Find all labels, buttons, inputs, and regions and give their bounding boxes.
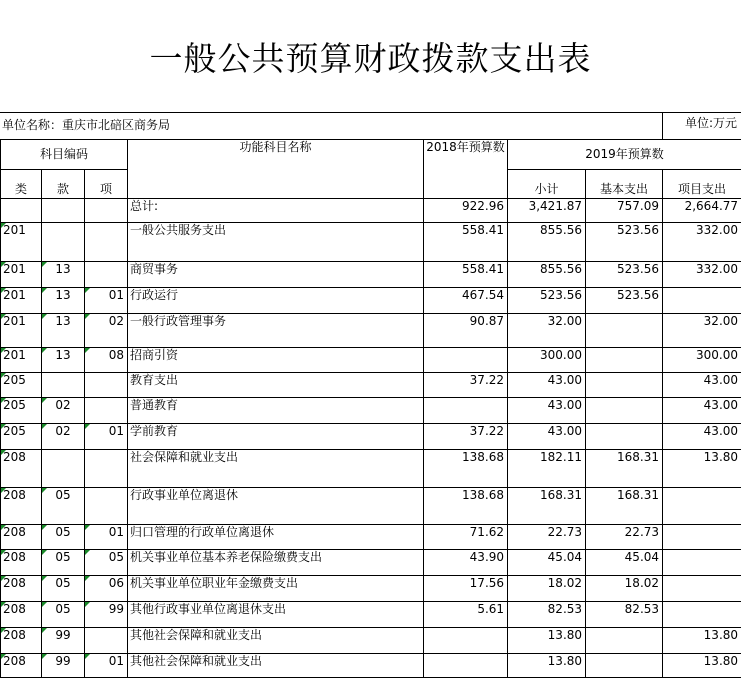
- code-kuan-cell[interactable]: [42, 199, 85, 223]
- basic-2019-cell[interactable]: 18.02: [586, 576, 663, 602]
- code-kuan-cell[interactable]: [42, 373, 85, 398]
- table-row: [1, 373, 741, 398]
- table-row: [1, 262, 741, 288]
- project-2019-cell[interactable]: 332.00: [663, 262, 741, 288]
- code-lei-cell[interactable]: 208: [1, 628, 42, 654]
- basic-2019-cell[interactable]: 168.31: [586, 488, 663, 525]
- code-kuan-cell[interactable]: 05: [42, 576, 85, 602]
- code-kuan-cell[interactable]: 05: [42, 488, 85, 525]
- subtotal-2019-cell[interactable]: 43.00: [508, 373, 586, 398]
- code-kuan-cell[interactable]: 13: [42, 262, 85, 288]
- table-row: [1, 525, 741, 550]
- project-2019-cell[interactable]: 43.00: [663, 424, 741, 450]
- table-row: [1, 199, 741, 223]
- code-xiang-cell[interactable]: [85, 628, 128, 654]
- project-2019-cell[interactable]: [663, 550, 741, 576]
- code-xiang-cell[interactable]: [85, 398, 128, 424]
- code-kuan-cell[interactable]: 99: [42, 654, 85, 678]
- page-title: 一般公共预算财政拨款支出表: [0, 0, 741, 112]
- item-name-cell[interactable]: 机关事业单位职业年金缴费支出: [128, 576, 424, 602]
- project-2019-cell[interactable]: 43.00: [663, 398, 741, 424]
- subtotal-2019-cell[interactable]: 3,421.87: [508, 199, 586, 223]
- basic-2019-cell[interactable]: 45.04: [586, 550, 663, 576]
- project-2019-cell[interactable]: [663, 576, 741, 602]
- code-xiang-cell[interactable]: 05: [85, 550, 128, 576]
- budget-2018-cell[interactable]: 138.68: [424, 488, 508, 525]
- table-row: [1, 348, 741, 373]
- item-name-cell[interactable]: 总计:: [128, 199, 424, 223]
- header-row-1: [1, 140, 741, 170]
- subtotal-2019-cell[interactable]: 22.73: [508, 525, 586, 550]
- unit-info-row: [0, 112, 741, 140]
- table-row: [1, 314, 741, 348]
- project-2019-cell[interactable]: [663, 525, 741, 550]
- header-2018: 2018年预算数: [424, 140, 508, 199]
- project-2019-cell[interactable]: [663, 288, 741, 314]
- code-xiang-cell[interactable]: [85, 199, 128, 223]
- code-lei-cell[interactable]: 208: [1, 654, 42, 678]
- code-lei-cell[interactable]: 208: [1, 488, 42, 525]
- item-name-cell[interactable]: 机关事业单位基本养老保险缴费支出: [128, 550, 424, 576]
- item-name-cell[interactable]: 一般行政管理事务: [128, 314, 424, 348]
- header-xiang: 项: [85, 170, 128, 199]
- code-xiang-cell[interactable]: [85, 262, 128, 288]
- code-lei-cell[interactable]: 201: [1, 262, 42, 288]
- subtotal-2019-cell[interactable]: 300.00: [508, 348, 586, 373]
- project-2019-cell[interactable]: 13.80: [663, 628, 741, 654]
- code-kuan-cell[interactable]: [42, 450, 85, 488]
- header-lei: 类: [1, 170, 42, 199]
- item-name-cell[interactable]: 行政运行: [128, 288, 424, 314]
- budget-2018-cell[interactable]: 558.41: [424, 223, 508, 262]
- code-lei-cell[interactable]: 208: [1, 550, 42, 576]
- basic-2019-cell[interactable]: [586, 373, 663, 398]
- header-basic: 基本支出: [586, 170, 663, 199]
- subtotal-2019-cell[interactable]: 45.04: [508, 550, 586, 576]
- item-name-cell[interactable]: 一般公共服务支出: [128, 223, 424, 262]
- table-row: [1, 550, 741, 576]
- currency-unit-label: 单位:万元: [662, 113, 741, 140]
- table-row: [1, 398, 741, 424]
- basic-2019-cell[interactable]: [586, 398, 663, 424]
- code-kuan-cell[interactable]: [42, 223, 85, 262]
- subtotal-2019-cell[interactable]: 523.56: [508, 288, 586, 314]
- basic-2019-cell[interactable]: [586, 348, 663, 373]
- table-row: [1, 450, 741, 488]
- header-2019: 2019年预算数: [508, 140, 741, 170]
- budget-2018-cell[interactable]: 138.68: [424, 450, 508, 488]
- subtotal-2019-cell[interactable]: 168.31: [508, 488, 586, 525]
- item-name-cell[interactable]: 其他社会保障和就业支出: [128, 628, 424, 654]
- code-xiang-cell[interactable]: [85, 488, 128, 525]
- project-2019-cell[interactable]: 332.00: [663, 223, 741, 262]
- budget-2018-cell[interactable]: 467.54: [424, 288, 508, 314]
- basic-2019-cell[interactable]: 757.09: [586, 199, 663, 223]
- budget-2018-cell[interactable]: [424, 398, 508, 424]
- code-lei-cell[interactable]: 205: [1, 373, 42, 398]
- code-xiang-cell[interactable]: 01: [85, 654, 128, 678]
- code-xiang-cell[interactable]: [85, 450, 128, 488]
- code-lei-cell[interactable]: 208: [1, 525, 42, 550]
- code-lei-cell[interactable]: 201: [1, 223, 42, 262]
- basic-2019-cell[interactable]: 523.56: [586, 223, 663, 262]
- code-lei-cell[interactable]: 208: [1, 450, 42, 488]
- project-2019-cell[interactable]: [663, 602, 741, 628]
- table-row: [1, 576, 741, 602]
- basic-2019-cell[interactable]: 523.56: [586, 288, 663, 314]
- expenditure-table: [0, 139, 741, 678]
- code-kuan-cell[interactable]: 99: [42, 628, 85, 654]
- code-xiang-cell[interactable]: [85, 223, 128, 262]
- code-xiang-cell[interactable]: [85, 373, 128, 398]
- subtotal-2019-cell[interactable]: 18.02: [508, 576, 586, 602]
- item-name-cell[interactable]: 社会保障和就业支出: [128, 450, 424, 488]
- subtotal-2019-cell[interactable]: 32.00: [508, 314, 586, 348]
- code-lei-cell[interactable]: 208: [1, 602, 42, 628]
- code-xiang-cell[interactable]: 08: [85, 348, 128, 373]
- budget-2018-cell[interactable]: 90.87: [424, 314, 508, 348]
- item-name-cell[interactable]: 其他社会保障和就业支出: [128, 654, 424, 678]
- basic-2019-cell[interactable]: [586, 314, 663, 348]
- subtotal-2019-cell[interactable]: 13.80: [508, 628, 586, 654]
- code-kuan-cell[interactable]: 05: [42, 525, 85, 550]
- project-2019-cell[interactable]: 300.00: [663, 348, 741, 373]
- code-lei-cell[interactable]: 201: [1, 314, 42, 348]
- basic-2019-cell[interactable]: [586, 628, 663, 654]
- budget-2018-cell[interactable]: 5.61: [424, 602, 508, 628]
- subtotal-2019-cell[interactable]: 82.53: [508, 602, 586, 628]
- code-xiang-cell[interactable]: 01: [85, 525, 128, 550]
- budget-2018-cell[interactable]: [424, 348, 508, 373]
- basic-2019-cell[interactable]: 22.73: [586, 525, 663, 550]
- header-kuan: 款: [42, 170, 85, 199]
- table-row: [1, 288, 741, 314]
- code-lei-cell[interactable]: 205: [1, 398, 42, 424]
- code-xiang-cell[interactable]: 02: [85, 314, 128, 348]
- subtotal-2019-cell[interactable]: 855.56: [508, 223, 586, 262]
- basic-2019-cell[interactable]: 523.56: [586, 262, 663, 288]
- project-2019-cell[interactable]: 43.00: [663, 373, 741, 398]
- subtotal-2019-cell[interactable]: 13.80: [508, 654, 586, 678]
- code-lei-cell[interactable]: 201: [1, 288, 42, 314]
- item-name-cell[interactable]: 普通教育: [128, 398, 424, 424]
- item-name-cell[interactable]: 教育支出: [128, 373, 424, 398]
- table-row: [1, 602, 741, 628]
- subtotal-2019-cell[interactable]: 43.00: [508, 424, 586, 450]
- budget-2018-cell[interactable]: 71.62: [424, 525, 508, 550]
- budget-2018-cell[interactable]: 558.41: [424, 262, 508, 288]
- budget-2018-cell[interactable]: 17.56: [424, 576, 508, 602]
- basic-2019-cell[interactable]: [586, 424, 663, 450]
- table-row: [1, 488, 741, 525]
- code-xiang-cell[interactable]: 06: [85, 576, 128, 602]
- project-2019-cell[interactable]: 2,664.77: [663, 199, 741, 223]
- subtotal-2019-cell[interactable]: 855.56: [508, 262, 586, 288]
- item-name-cell[interactable]: 学前教育: [128, 424, 424, 450]
- project-2019-cell[interactable]: 32.00: [663, 314, 741, 348]
- code-lei-cell[interactable]: 208: [1, 576, 42, 602]
- project-2019-cell[interactable]: 13.80: [663, 450, 741, 488]
- item-name-cell[interactable]: 商贸事务: [128, 262, 424, 288]
- item-name-cell[interactable]: 归口管理的行政单位离退休: [128, 525, 424, 550]
- project-2019-cell[interactable]: 13.80: [663, 654, 741, 678]
- table-row: [1, 628, 741, 654]
- unit-name-label: 单位名称：重庆市北碚区商务局: [2, 116, 170, 133]
- budget-2018-cell[interactable]: 43.90: [424, 550, 508, 576]
- header-name: 功能科目名称: [128, 140, 424, 199]
- project-2019-cell[interactable]: [663, 488, 741, 525]
- code-xiang-cell[interactable]: 01: [85, 424, 128, 450]
- budget-2018-cell[interactable]: 37.22: [424, 424, 508, 450]
- item-name-cell[interactable]: 招商引资: [128, 348, 424, 373]
- item-name-cell[interactable]: 行政事业单位离退休: [128, 488, 424, 525]
- code-kuan-cell[interactable]: 13: [42, 348, 85, 373]
- code-kuan-cell[interactable]: 13: [42, 314, 85, 348]
- budget-2018-cell[interactable]: 37.22: [424, 373, 508, 398]
- code-kuan-cell[interactable]: 02: [42, 398, 85, 424]
- budget-2018-cell[interactable]: [424, 628, 508, 654]
- table-row: [1, 223, 741, 262]
- basic-2019-cell[interactable]: 82.53: [586, 602, 663, 628]
- code-kuan-cell[interactable]: 05: [42, 550, 85, 576]
- code-lei-cell[interactable]: 205: [1, 424, 42, 450]
- budget-2018-cell[interactable]: 922.96: [424, 199, 508, 223]
- basic-2019-cell[interactable]: 168.31: [586, 450, 663, 488]
- code-kuan-cell[interactable]: 02: [42, 424, 85, 450]
- code-xiang-cell[interactable]: 01: [85, 288, 128, 314]
- header-subtotal: 小计: [508, 170, 586, 199]
- item-name-cell[interactable]: 其他行政事业单位离退休支出: [128, 602, 424, 628]
- header-project: 项目支出: [663, 170, 741, 199]
- subtotal-2019-cell[interactable]: 43.00: [508, 398, 586, 424]
- table-row: [1, 424, 741, 450]
- code-kuan-cell[interactable]: 05: [42, 602, 85, 628]
- header-code: 科目编码: [1, 140, 128, 170]
- code-lei-cell[interactable]: 201: [1, 348, 42, 373]
- code-xiang-cell[interactable]: 99: [85, 602, 128, 628]
- subtotal-2019-cell[interactable]: 182.11: [508, 450, 586, 488]
- code-kuan-cell[interactable]: 13: [42, 288, 85, 314]
- code-lei-cell[interactable]: [1, 199, 42, 223]
